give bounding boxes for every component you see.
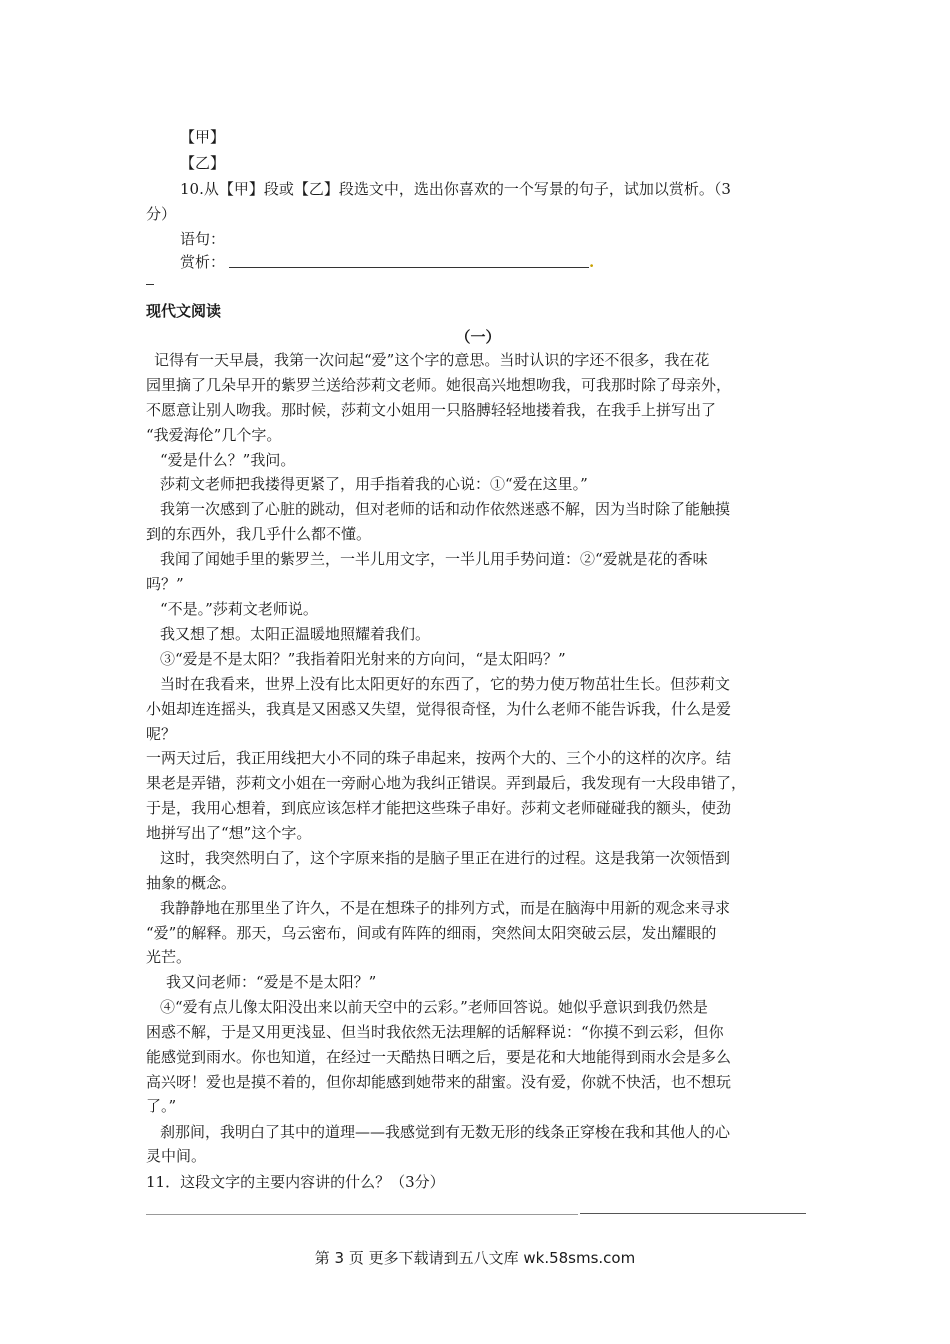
- passage-line: 灵中间。: [146, 1147, 207, 1165]
- passage-line: “不是。”莎莉文老师说。: [160, 600, 318, 618]
- passage-line: 当时在我看来，世界上没有比太阳更好的东西了，它的势力使万物茁壮生长。但莎莉文: [160, 675, 731, 693]
- passage-line: 于是，我用心想着，到底应该怎样才能把这些珠子串好。莎莉文老师碰碰我的额头，使劲: [146, 799, 732, 817]
- small-dash: [146, 284, 154, 285]
- passage-number: （一）: [455, 328, 501, 346]
- passage-line: 呢？: [146, 725, 177, 743]
- analysis-end-mark: .: [589, 253, 595, 271]
- passage-line: “我爱海伦”几个字。: [146, 426, 282, 444]
- analysis-answer-line[interactable]: [229, 267, 589, 268]
- passage-line: 我第一次感到了心脏的跳动，但对老师的话和动作依然迷惑不解，因为当时除了能触摸: [160, 500, 731, 518]
- passage-line: 这时，我突然明白了，这个字原来指的是脑子里正在进行的过程。这是我第一次领悟到: [160, 849, 731, 867]
- passage-line: 吗？”: [146, 575, 184, 593]
- passage-line: ④“爱有点儿像太阳没出来以前天空中的云彩。”老师回答说。她似乎意识到我仍然是: [160, 998, 708, 1016]
- passage-line: 一两天过后，我正用线把大小不同的珠子串起来，按两个大的、三个小的这样的次序。结: [146, 749, 732, 767]
- passage-line: 到的东西外，我几乎什么都不懂。: [146, 525, 372, 543]
- answer-line-left[interactable]: [146, 1214, 578, 1215]
- question-10-line2: 分）: [146, 205, 177, 223]
- passage-line: ③“爱是不是太阳？”我指着阳光射来的方向问，“是太阳吗？”: [160, 650, 566, 668]
- passage-line: 了。”: [146, 1097, 177, 1115]
- passage-line: 园里摘了几朵早开的紫罗兰送给莎莉文老师。她很高兴地想吻我，可我那时除了母亲外，: [146, 376, 732, 394]
- passage-line: 果老是弄错，莎莉文小姐在一旁耐心地为我纠正错误。弄到最后，我发现有一大段串错了，: [146, 774, 747, 792]
- question-10-line1: 10.从【甲】段或【乙】段选文中，选出你喜欢的一个写景的句子，试加以赏析。（3: [180, 180, 731, 198]
- passage-line: 地拼写出了“想”这个字。: [146, 824, 312, 842]
- question-11: 11．这段文字的主要内容讲的什么？（3分）: [146, 1173, 445, 1191]
- jia-label: 【甲】: [180, 128, 226, 146]
- passage-line: 能感觉到雨水。你也知道，在经过一天酷热日晒之后，要是花和大地能得到雨水会是多么: [146, 1048, 732, 1066]
- yi-label: 【乙】: [180, 154, 226, 172]
- sentence-label: 语句：: [180, 230, 226, 248]
- passage-line: 我又想了想。太阳正温暖地照耀着我们。: [160, 625, 431, 643]
- passage-line: “爱”的解释。那天，乌云密布，间或有阵阵的细雨，突然间太阳突破云层，发出耀眼的: [146, 924, 717, 942]
- page-footer: 第 3 页 更多下载请到五八文库 wk.58sms.com: [314, 1249, 636, 1267]
- passage-line: 小姐却连连摇头，我真是又困惑又失望，觉得很奇怪，为什么老师不能告诉我，什么是爱: [146, 700, 732, 718]
- passage-line: “爱是什么？”我问。: [160, 451, 296, 469]
- passage-line: 我又问老师：“爱是不是太阳？”: [166, 973, 377, 991]
- passage-line: 困惑不解，于是又用更浅显、但当时我依然无法理解的话解释说：“你摸不到云彩，但你: [146, 1023, 724, 1041]
- passage-line: 记得有一天早晨，我第一次问起“爱”这个字的意思。当时认识的字还不很多，我在花: [154, 351, 710, 369]
- analysis-label: 赏析：: [180, 253, 226, 271]
- passage-line: 我闻了闻她手里的紫罗兰，一半儿用文字，一半儿用手势问道：②“爱就是花的香味: [160, 550, 708, 568]
- passage-line: 刹那间，我明白了其中的道理——我感觉到有无数无形的线条正穿梭在我和其他人的心: [160, 1123, 731, 1141]
- answer-line-right[interactable]: [580, 1213, 806, 1214]
- passage-line: 抽象的概念。: [146, 874, 237, 892]
- passage-line: 我静静地在那里坐了许久，不是在想珠子的排列方式，而是在脑海中用新的观念来寻求: [160, 899, 731, 917]
- passage-line: 高兴呀！爱也是摸不着的，但你却能感到她带来的甜蜜。没有爱，你就不快活，也不想玩: [146, 1073, 732, 1091]
- passage-line: 光芒。: [146, 948, 192, 966]
- passage-line: 莎莉文老师把我搂得更紧了，用手指着我的心说：①“爱在这里。”: [160, 475, 588, 493]
- section-title: 现代文阅读: [146, 302, 222, 320]
- passage-line: 不愿意让别人吻我。那时候，莎莉文小姐用一只胳膊轻轻地搂着我，在我手上拼写出了: [146, 401, 717, 419]
